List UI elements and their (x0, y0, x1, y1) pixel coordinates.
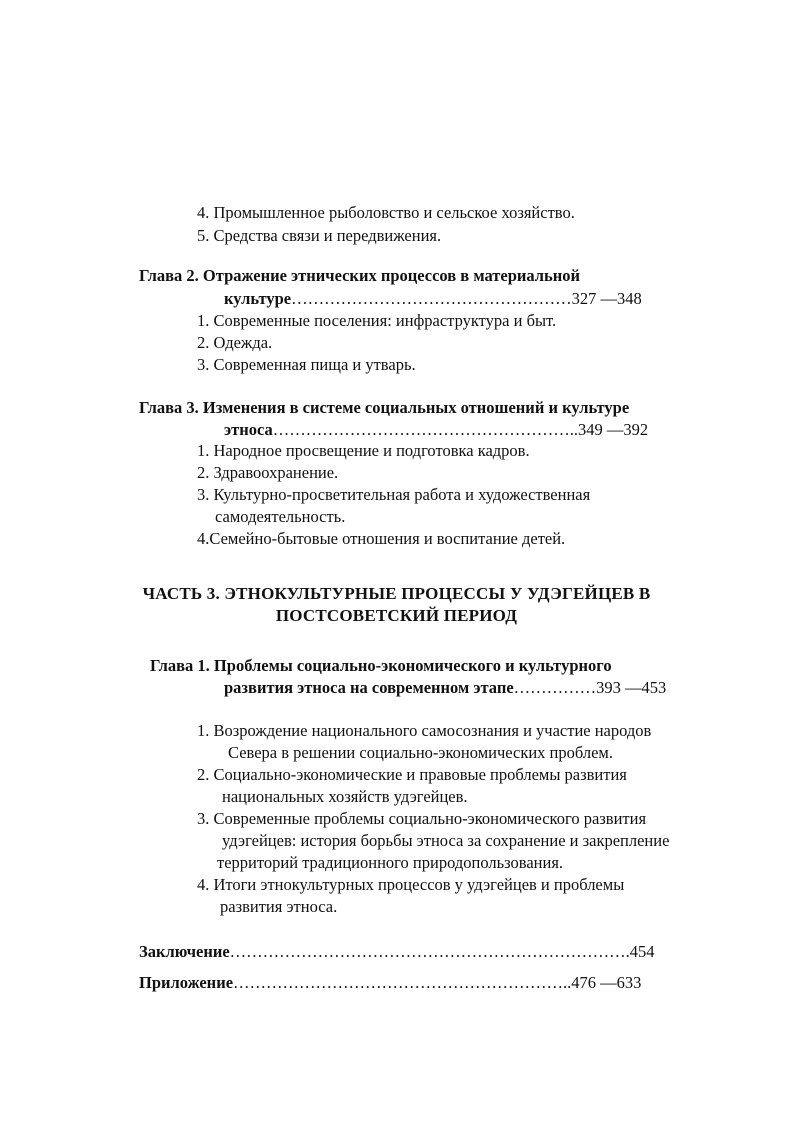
chapter-2-title: Глава 2. Отражение этнических процессов в материальной (139, 266, 581, 285)
toc-entry-results: 4. Итоги этнокультурных процессов у удэгейцев и проблемы (197, 875, 625, 894)
chapter-3-pages: 349 —392 (578, 420, 649, 439)
toc-conclusion (139, 942, 655, 962)
chapter-3-title: Глава 3. Изменения в системе социальных отношений и культуре (139, 398, 630, 417)
toc-entry-clothing: 2. Одежда. (197, 333, 273, 352)
chapter-3-dots: ……………………………………………….. (272, 420, 579, 439)
toc-entry-healthcare: 2. Здравоохранение. (197, 463, 339, 482)
toc-entry-education: 1. Народное просвещение и подготовка кадров. (197, 441, 530, 460)
toc-entry-settlements: 1. Современные поселения: инфраструктура и быт. (197, 311, 557, 330)
part-3-title-line1: ЧАСТЬ 3. ЭТНОКУЛЬТУРНЫЕ ПРОЦЕССЫ У УДЭГЕЙЦЕВ В (142, 584, 651, 603)
chapter-2-title-cont-text: культуре (224, 289, 292, 308)
chapter-2-title-cont (224, 289, 642, 309)
chapter-2-pages: 327 —348 (571, 289, 642, 308)
toc-entry-modern-problems-cont2: территорий традиционного природопользования. (217, 853, 564, 872)
toc-entry-family: 4.Семейно-бытовые отношения и воспитание детей. (197, 529, 566, 548)
chapter-3-title-cont-text: этноса (224, 420, 273, 439)
appendix-pages: 476 —633 (571, 973, 642, 992)
toc-entry-revival-cont: Севера в решении социально-экономических проблем. (228, 743, 613, 762)
toc-entry-modern-problems-cont1: удэгейцев: история борьбы этноса за сохранение и закрепление (222, 831, 670, 850)
appendix-dots: …………………………………………………….. (233, 973, 572, 992)
conclusion-label: Заключение (139, 942, 230, 961)
toc-entry-modern-problems: 3. Современные проблемы социально-экономического развития (197, 809, 647, 828)
toc-entry-legal-problems: 2. Социально-экономические и правовые проблемы развития (197, 765, 627, 784)
part-3-chapter-1-dots: …………… (513, 678, 597, 697)
part-3-chapter-1-title-cont (224, 678, 666, 698)
part-3-title-line2: ПОСТСОВЕТСКИЙ ПЕРИОД (275, 606, 518, 625)
toc-entry-food: 3. Современная пища и утварь. (197, 355, 416, 374)
toc-entry-culture-work-cont: самодеятельность. (215, 507, 346, 526)
chapter-3-title-cont (224, 420, 648, 440)
toc-appendix (139, 973, 641, 993)
toc-entry-fishery: 4. Промышленное рыболовство и сельское хозяйство. (197, 203, 575, 222)
chapter-2-dots: …………………………………………… (291, 289, 572, 308)
toc-entry-transport: 5. Средства связи и передвижения. (197, 226, 442, 245)
toc-entry-legal-problems-cont: национальных хозяйств удэгейцев. (222, 787, 468, 806)
conclusion-dots: ………………………………………………………………. (229, 942, 630, 961)
part-3-chapter-1-pages: 393 —453 (596, 678, 667, 697)
toc-entry-results-cont: развития этноса. (220, 897, 338, 916)
conclusion-pages: 454 (629, 942, 655, 961)
appendix-label: Приложение (139, 973, 234, 992)
toc-entry-culture-work: 3. Культурно-просветительная работа и художественная (197, 485, 591, 504)
toc-entry-revival: 1. Возрождение национального самосознания и участие народов (197, 721, 652, 740)
part-3-chapter-1-title-cont-text: развития этноса на современном этапе (224, 678, 514, 697)
part-3-chapter-1-title: Глава 1. Проблемы социально-экономического и культурного (150, 656, 612, 675)
